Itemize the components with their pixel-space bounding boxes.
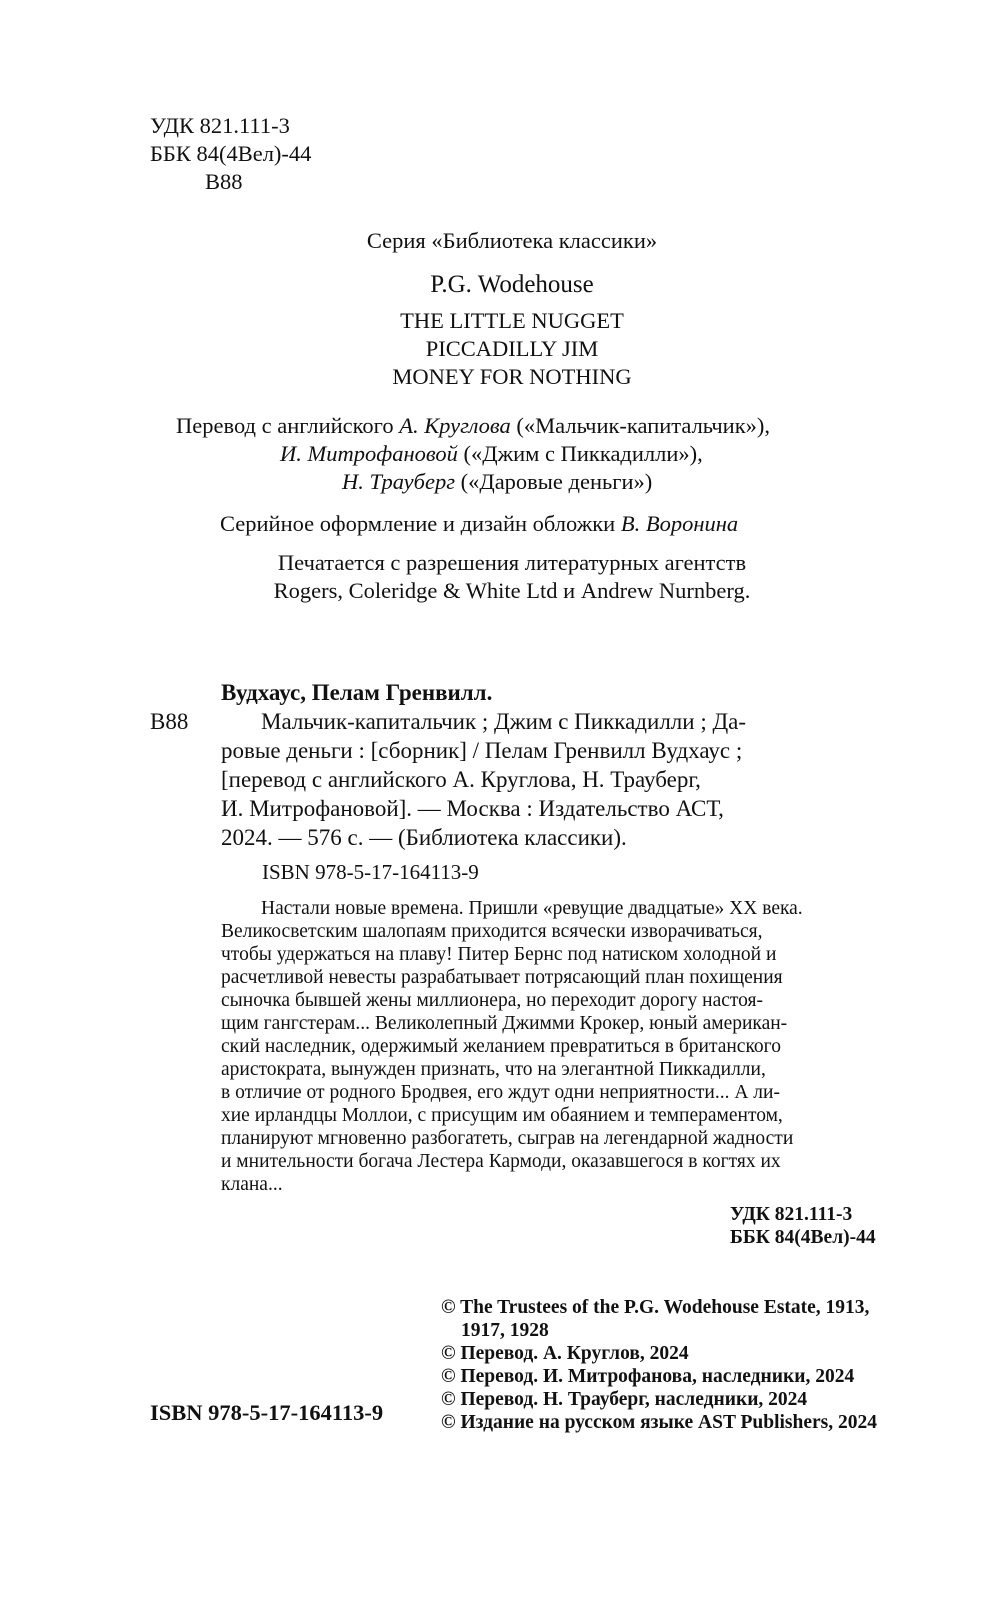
copyright-line: © Издание на русском языке AST Publishers, 2024 [441, 1412, 877, 1433]
annotation-line: в отличие от родного Бродвея, его ждут одни неприятности... А ли- [221, 1082, 780, 1103]
bottom-udk: УДК 821.111-3 [730, 1204, 853, 1225]
annotation-line: планируют мгновенно разбогатеть, сыграв на легендарной жадности [221, 1128, 794, 1149]
catalog-mark: В88 [150, 709, 189, 734]
bottom-isbn: ISBN 978-5-17-164113-9 [150, 1400, 384, 1425]
udk-code: УДК 821.111-3 [150, 113, 290, 138]
translation-line-2 [280, 440, 703, 468]
permission-line-2: Rogers, Coleridge & White Ltd и Andrew Nurnberg. [273, 578, 751, 603]
annotation-line: Настали новые времена. Пришли «ревущие двадцатые» XX века. [261, 898, 803, 919]
design-text: Серийное оформление и дизайн обложки [220, 511, 616, 536]
copyright-line: © Перевод. И. Митрофанова, наследники, 2024 [441, 1366, 855, 1387]
translator-name: Н. Трауберг [342, 469, 455, 494]
translation-line-1 [176, 412, 770, 440]
annotation-line: чтобы удержаться на плаву! Питер Бернс под натиском холодной и [221, 944, 777, 965]
designer-name: В. Воронина [620, 511, 739, 536]
catalog-line: [перевод с английского А. Круглова, Н. Трауберг, [221, 767, 701, 792]
bbk-code: ББК 84(4Вел)-44 [150, 141, 312, 166]
catalog-line: 2024. — 576 с. — (Библиотека классики). [221, 825, 627, 850]
translated-title: («Мальчик-капитальчик»), [516, 413, 770, 438]
translation-line-3 [342, 468, 652, 496]
design-credit [220, 510, 738, 538]
original-title-2: PICCADILLY JIM [425, 336, 599, 361]
annotation-line: расчетливой невесты разрабатывает потрясающий план похищения [221, 967, 783, 988]
annotation [221, 897, 879, 1196]
catalog-heading: Вудхаус, Пелам Гренвилл. [221, 680, 493, 705]
annotation-line: щим гангстерам... Великолепный Джимми Крокер, юный американ- [221, 1013, 788, 1034]
copyright-line: © Перевод. Н. Трауберг, наследники, 2024 [441, 1389, 808, 1410]
permission-line-1: Печатается с разрешения литературных агентств [277, 550, 747, 575]
original-title-1: THE LITTLE NUGGET [400, 308, 624, 333]
copyright-block [441, 1296, 891, 1434]
author-mark: В88 [205, 169, 243, 194]
annotation-line: клана... [221, 1174, 283, 1195]
translator-name: А. Круглова [399, 413, 511, 438]
original-title-3: MONEY FOR NOTHING [392, 364, 632, 389]
copyright-line: © The Trustees of the P.G. Wodehouse Estate, 1913, [441, 1297, 870, 1318]
catalog-line: Мальчик-капитальчик ; Джим с Пиккадилли ; Да- [261, 709, 747, 734]
annotation-line: хие ирландцы Моллои, с присущим им обаянием и темпераментом, [221, 1105, 783, 1126]
catalog-line: ровые деньги : [сборник] / Пелам Гренвилл Вудхаус ; [221, 738, 743, 763]
translation-prefix: Перевод с английского [176, 413, 394, 438]
copyright-line: © Перевод. А. Круглов, 2024 [441, 1343, 689, 1364]
translator-name: И. Митрофановой [280, 441, 458, 466]
original-author: P.G. Wodehouse [430, 271, 594, 298]
annotation-line: Великосветским шалопаям приходится всячески изворачиваться, [221, 921, 763, 942]
copyright-line: 1917, 1928 [461, 1320, 549, 1341]
annotation-line: и мнительности богача Лестера Кармоди, оказавшегося в когтях их [221, 1151, 781, 1172]
catalog-description [221, 707, 879, 852]
translated-title: («Даровые деньги») [460, 469, 653, 494]
catalog-line: И. Митрофановой]. — Москва : Издательство АСТ, [221, 796, 724, 821]
translated-title: («Джим с Пиккадилли»), [463, 441, 703, 466]
bottom-bbk: ББК 84(4Вел)-44 [730, 1227, 876, 1248]
annotation-line: сыночка бывшей жены миллионера, но переходит дорогу настоя- [221, 990, 764, 1011]
annotation-line: ский наследник, одержимый желанием превратиться в британского [221, 1036, 781, 1057]
series-line: Серия «Библиотека классики» [366, 228, 658, 253]
catalog-isbn: ISBN 978-5-17-164113-9 [262, 860, 479, 884]
annotation-line: аристократа, вынужден признать, что на элегантной Пиккадилли, [221, 1059, 766, 1080]
